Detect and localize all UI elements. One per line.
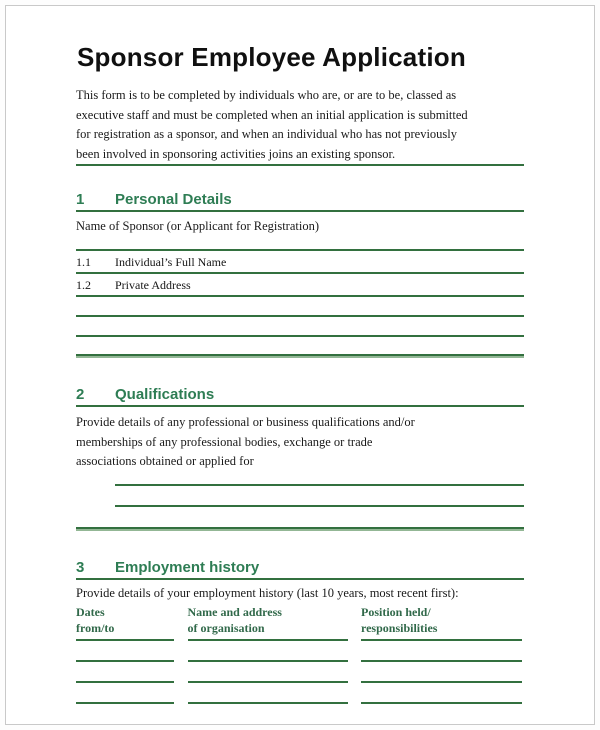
section-1-heading xyxy=(76,190,524,210)
writing-line xyxy=(76,335,524,337)
employment-history-table xyxy=(76,604,522,704)
writing-line xyxy=(115,505,524,507)
dates-writing-line xyxy=(76,683,174,704)
section-3-title: Employment history xyxy=(115,558,260,576)
employment-history-description: Provide details of your employment history (last 10 years, most recent first): xyxy=(76,585,459,600)
position-writing-line xyxy=(361,641,522,662)
table-row xyxy=(76,683,522,704)
section-2-title: Qualifications xyxy=(115,386,215,403)
section-qualifications xyxy=(76,385,524,531)
section-1-end-rule xyxy=(76,354,524,358)
column-header-organisation xyxy=(188,604,348,641)
section-3-number: 3 xyxy=(76,558,85,576)
column-header-position xyxy=(361,604,522,641)
organisation-writing-line xyxy=(188,662,348,683)
employment-table-rows xyxy=(76,641,522,704)
position-writing-line xyxy=(361,683,522,704)
column-header-organisation-line1: Name and address xyxy=(187,604,282,619)
section-personal-details xyxy=(76,190,524,358)
writing-line xyxy=(115,484,524,486)
column-header-dates xyxy=(76,604,174,641)
dates-writing-line xyxy=(76,662,174,683)
qualifications-description: Provide details of any professional or business qualifications and/or memberships of any professional bodies, exchange or trade associations obtained or applied for xyxy=(76,415,415,468)
section-3-heading xyxy=(76,558,524,578)
organisation-writing-line xyxy=(188,683,348,704)
writing-line xyxy=(76,315,524,317)
section-2-number: 2 xyxy=(76,386,85,403)
column-header-dates-line1: Dates xyxy=(76,604,105,619)
field-1-2-label: Private Address xyxy=(115,278,191,292)
section-employment-history xyxy=(76,558,524,704)
section-2-end-rule xyxy=(76,527,524,531)
column-header-dates-line2: from/to xyxy=(76,620,115,635)
table-row xyxy=(76,641,522,662)
section-1-heading-rule xyxy=(76,210,524,212)
column-header-position-line1: Position held/ xyxy=(361,604,431,619)
field-1-1-number: 1.1 xyxy=(76,255,91,269)
section-1-title: Personal Details xyxy=(115,191,232,208)
sponsor-name-prompt: Name of Sponsor (or Applicant for Registration) xyxy=(76,219,320,233)
column-header-organisation-line2: of organisation xyxy=(187,620,265,635)
column-header-position-line2: responsibilities xyxy=(361,620,438,635)
field-1-1-label: Individual’s Full Name xyxy=(115,255,227,269)
field-private-address xyxy=(76,274,524,295)
private-address-writing-line xyxy=(76,295,524,297)
intro-divider xyxy=(76,164,524,166)
document-page xyxy=(5,5,595,725)
field-full-name xyxy=(76,251,524,272)
table-row xyxy=(76,662,522,683)
section-3-heading-rule xyxy=(76,578,524,580)
section-2-heading-rule xyxy=(76,405,524,407)
section-1-number: 1 xyxy=(76,191,85,208)
field-1-2-number: 1.2 xyxy=(76,278,91,292)
organisation-writing-line xyxy=(188,641,348,662)
intro-text: This form is to be completed by individuals who are, or are to be, classed as executive staff and must be completed when an initial application is submitted for registration as a sponsor, and when an individual who has not previously been involved in sponsoring activities joins an existing sponsor. xyxy=(76,88,468,161)
employment-table-header xyxy=(76,604,522,641)
position-writing-line xyxy=(361,662,522,683)
dates-writing-line xyxy=(76,641,174,662)
page-title: Sponsor Employee Application xyxy=(77,42,466,72)
section-2-heading xyxy=(76,385,524,405)
